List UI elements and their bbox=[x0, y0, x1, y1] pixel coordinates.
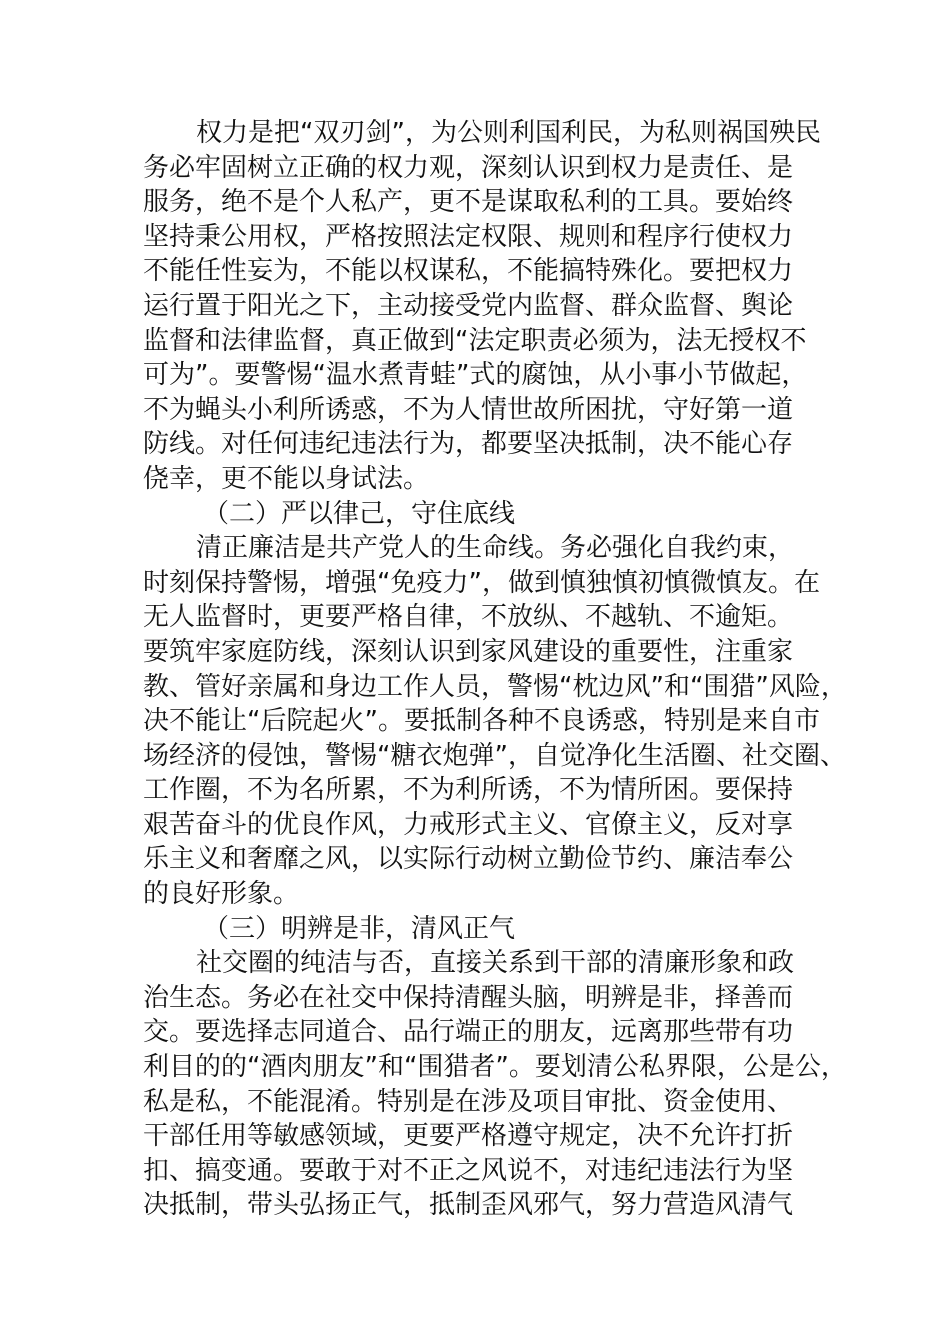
document-body bbox=[143, 116, 847, 1223]
text-line: 私是私，不能混淆。特别是在涉及项目审批、资金使用、 bbox=[143, 1086, 794, 1117]
text-line: 可为”。要警惕“温水煮青蛙”式的腐蚀，从小事小节做起， bbox=[143, 360, 808, 391]
text-line: 决抵制，带头弘扬正气，抵制歪风邪气，努力营造风清气 bbox=[143, 1190, 794, 1221]
text-line: 清正廉洁是共产党人的生命线。务必强化自我约束， bbox=[196, 533, 795, 564]
text-line: 时刻保持警惕，增强“免疫力”，做到慎独慎初慎微慎友。在 bbox=[143, 567, 820, 598]
text-line: 社交圈的纯洁与否，直接关系到干部的清廉形象和政 bbox=[196, 948, 795, 979]
text-line: 服务，绝不是个人私产，更不是谋取私利的工具。要始终 bbox=[143, 187, 794, 218]
text-line: 治生态。务必在社交中保持清醒头脑，明辨是非，择善而 bbox=[143, 982, 794, 1013]
text-line: 权力是把“双刃剑”，为公则利国利民，为私则祸国殃民 bbox=[196, 118, 821, 148]
section-heading: （二）严以律己，守住底线 bbox=[203, 498, 516, 529]
text-line: 场经济的侵蚀，警惕“糖衣炮弹”，自觉净化生活圈、社交圈、 bbox=[143, 740, 846, 771]
text-line: 运行置于阳光之下，主动接受党内监督、群众监督、舆论 bbox=[143, 290, 794, 321]
text-line: 要筑牢家庭防线，深刻认识到家风建设的重要性，注重家 bbox=[143, 636, 794, 667]
section-heading: （三）明辨是非，清风正气 bbox=[203, 913, 516, 944]
text-line: 的良好形象。 bbox=[143, 879, 300, 910]
text-line: 交。要选择志同道合、品行端正的朋友，远离那些带有功 bbox=[143, 1017, 794, 1048]
text-line: 无人监督时，更要严格自律，不放纵、不越轨、不逾矩。 bbox=[143, 602, 794, 633]
text-line: 监督和法律监督，真正做到“法定职责必须为，法无授权不 bbox=[143, 325, 807, 356]
text-line: 乐主义和奢靡之风，以实际行动树立勤俭节约、廉洁奉公 bbox=[143, 844, 794, 875]
text-line: 工作圈，不为名所累，不为利所诱，不为情所困。要保持 bbox=[143, 775, 794, 806]
text-line: 利目的的“酒肉朋友”和“围猎者”。要划清公私界限，公是公， bbox=[143, 1052, 847, 1083]
text-line: 不能任性妄为，不能以权谋私，不能搞特殊化。要把权力 bbox=[143, 256, 794, 287]
text-line: 防线。对任何违纪违法行为，都要坚决抵制，决不能心存 bbox=[143, 429, 794, 460]
text-line: 扣、搞变通。要敢于对不正之风说不，对违纪违法行为坚 bbox=[143, 1155, 794, 1186]
text-line: 艰苦奋斗的优良作风，力戒形式主义、官僚主义，反对享 bbox=[143, 809, 794, 840]
text-line: 干部任用等敏感领域，更要严格遵守规定，决不允许打折 bbox=[143, 1121, 794, 1152]
text-line: 务必牢固树立正确的权力观，深刻认识到权力是责任、是 bbox=[143, 152, 794, 183]
text-line: 侥幸，更不能以身试法。 bbox=[143, 463, 430, 494]
text-line: 坚持秉公用权，严格按照法定权限、规则和程序行使权力 bbox=[143, 221, 794, 252]
text-line: 教、管好亲属和身边工作人员，警惕“枕边风”和“围猎”风险， bbox=[143, 671, 847, 702]
text-line: 决不能让“后院起火”。要抵制各种不良诱惑，特别是来自市 bbox=[143, 706, 820, 737]
text-line: 不为蝇头小利所诱惑，不为人情世故所困扰，守好第一道 bbox=[143, 394, 794, 425]
